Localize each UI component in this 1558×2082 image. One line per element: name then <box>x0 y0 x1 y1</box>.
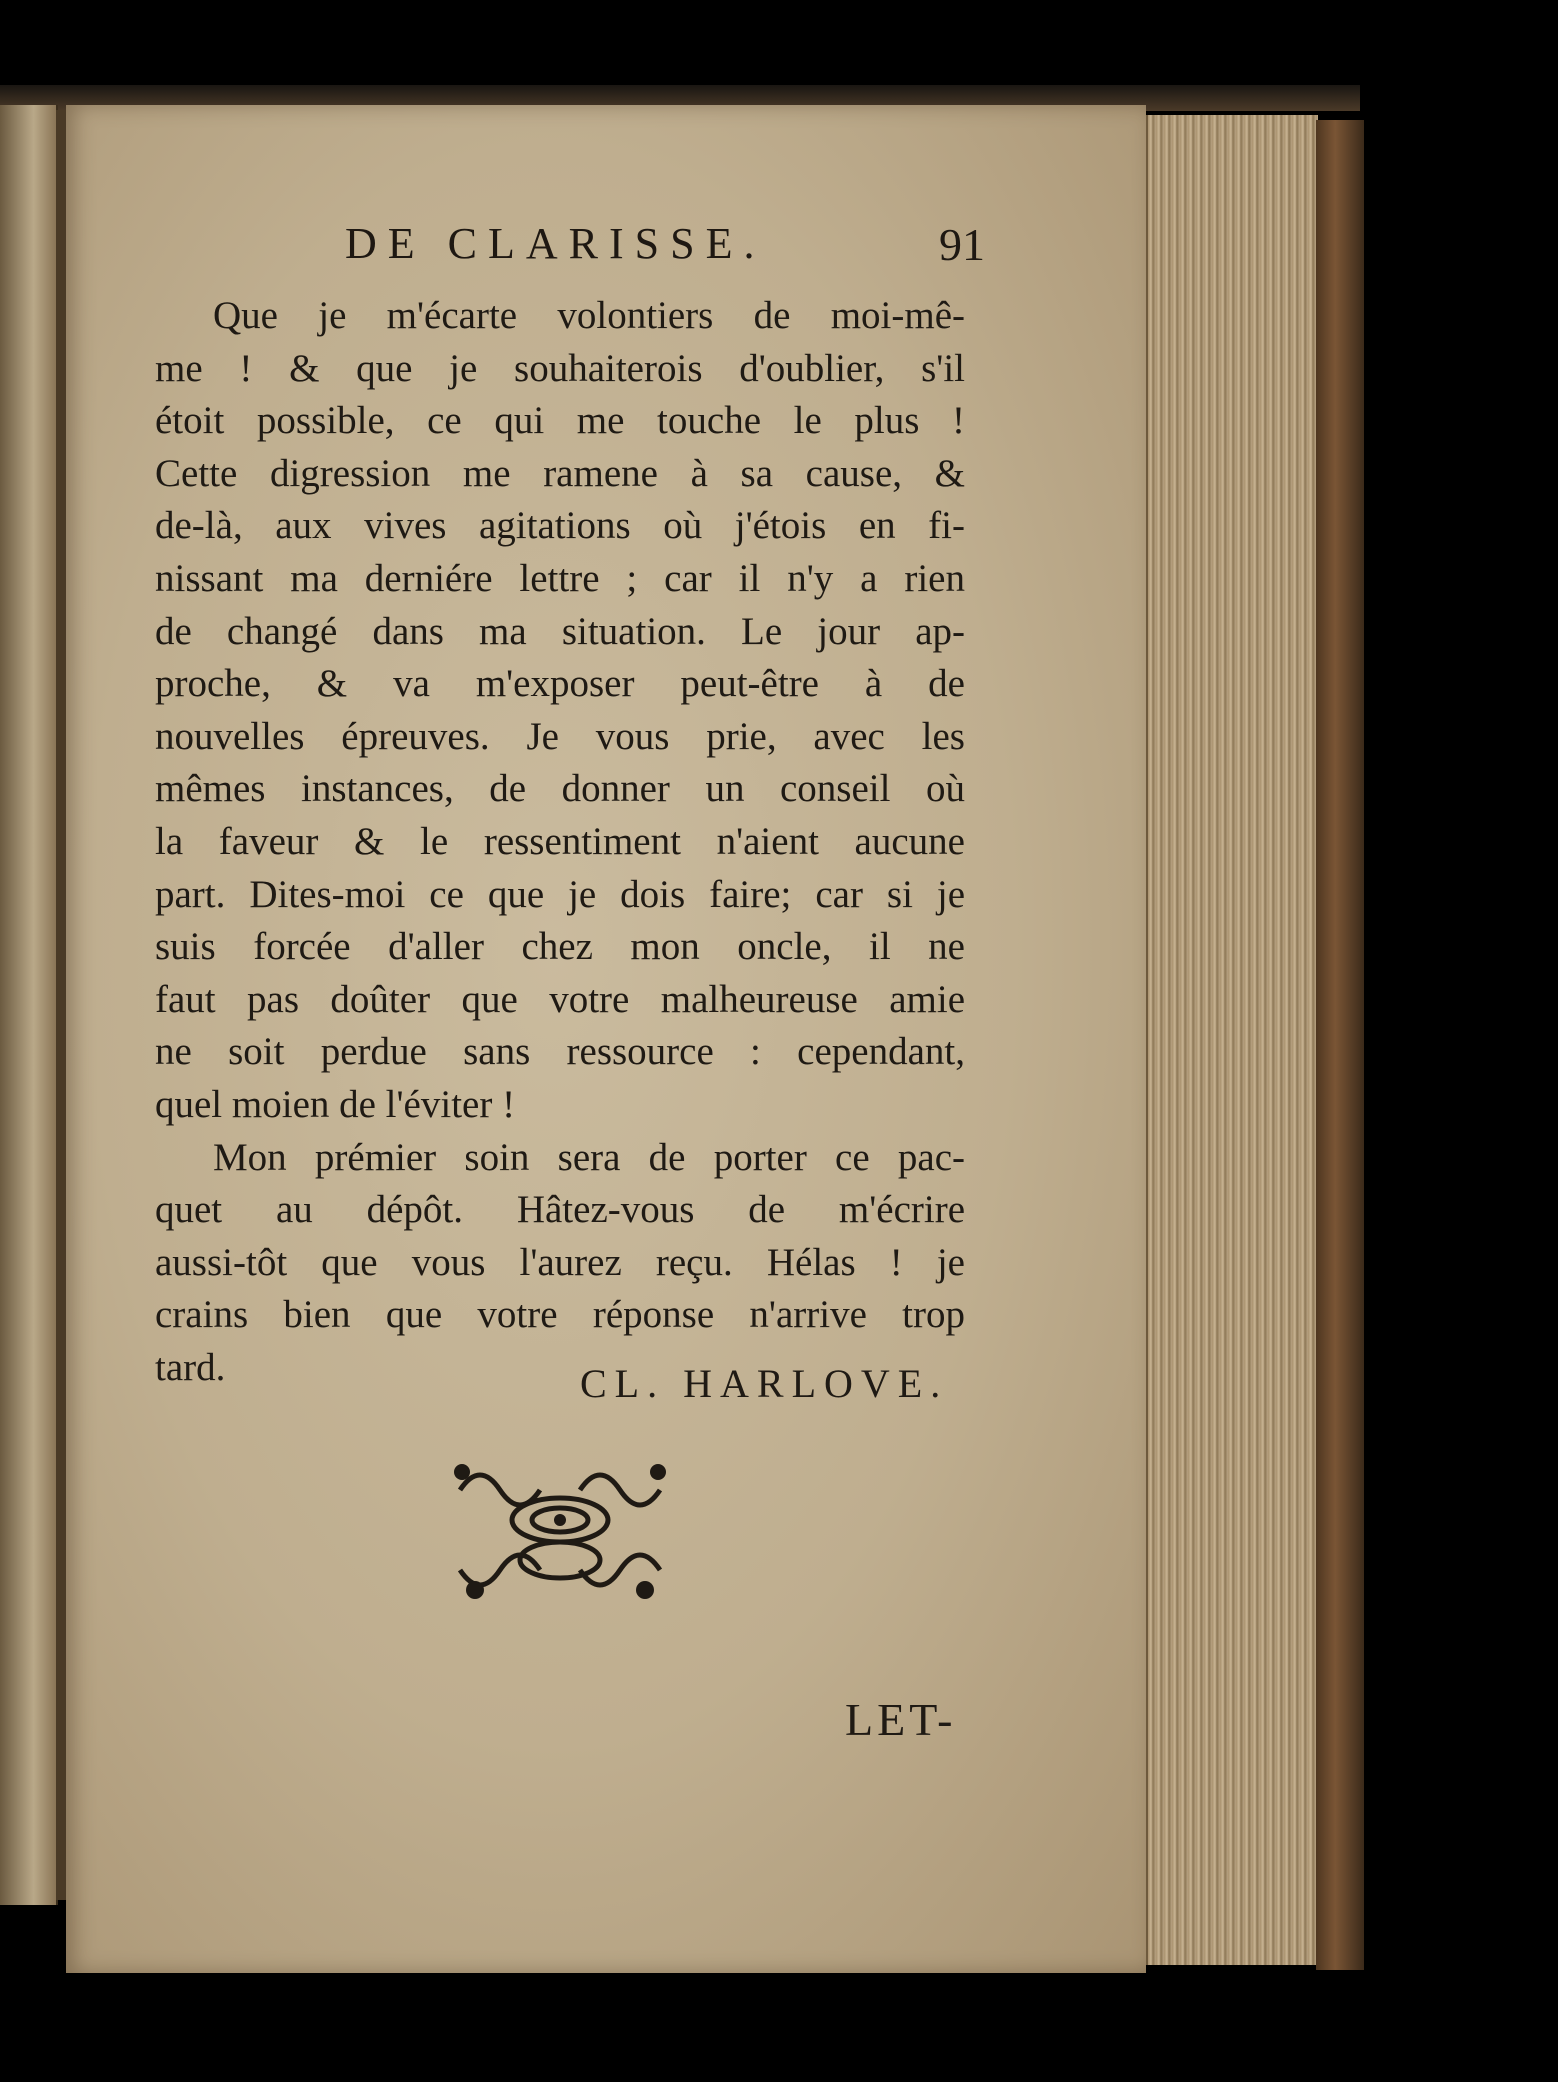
signature: CL. HARLOVE. <box>580 1361 949 1406</box>
page-header <box>345 218 985 278</box>
book-cover-edge <box>1316 120 1364 1970</box>
text-line: part. Dites-moi ce que je dois faire; car si je <box>155 872 965 916</box>
text-line: mêmes instances, de donner un conseil où <box>155 767 965 811</box>
text-line: crains bien que votre réponse n'arrive trop <box>155 1293 965 1337</box>
catchword: LET- <box>845 1694 957 1745</box>
text-line: nissant ma derniére lettre ; car il n'y a rien <box>155 556 965 600</box>
gutter-shadow <box>56 110 66 1900</box>
page-number: 91 <box>939 219 985 270</box>
text-line: de changé dans ma situation. Le jour ap- <box>155 609 965 653</box>
body-text <box>155 290 965 1394</box>
text-line: tard. <box>155 1345 226 1389</box>
text-line: Mon prémier soin sera de porter ce pac- <box>213 1135 965 1179</box>
text-line: quet au dépôt. Hâtez-vous de m'écrire <box>155 1188 965 1232</box>
text-line: nouvelles épreuves. Je vous prie, avec les <box>155 714 965 758</box>
text-line: ne soit perdue sans ressource : cependant, <box>155 1030 965 1074</box>
text-line: la faveur & le ressentiment n'aient aucune <box>155 819 965 863</box>
text-line: faut pas doûter que votre malheureuse amie <box>155 977 965 1021</box>
text-line: quel moien de l'éviter ! <box>155 1082 516 1126</box>
left-page-edge <box>0 105 58 1905</box>
text-line: suis forcée d'aller chez mon oncle, il ne <box>155 925 965 969</box>
page-edges <box>1146 115 1318 1965</box>
running-head: DE CLARISSE. <box>345 219 766 268</box>
text-line: aussi-tôt que vous l'aurez reçu. Hélas ! je <box>155 1240 965 1284</box>
printers-ornament-icon <box>440 1450 680 1610</box>
text-line: proche, & va m'exposer peut-être à de <box>155 662 965 706</box>
text-line: Que je m'écarte volontiers de moi-mê- <box>213 294 965 337</box>
text-line: étoit possible, ce qui me touche le plus ! <box>155 399 965 443</box>
text-line: Cette digression me ramene à sa cause, & <box>155 451 965 495</box>
text-line: me ! & que je souhaiterois d'oublier, s'il <box>155 346 965 390</box>
text-line: de-là, aux vives agitations où j'étois en fi- <box>155 504 965 548</box>
